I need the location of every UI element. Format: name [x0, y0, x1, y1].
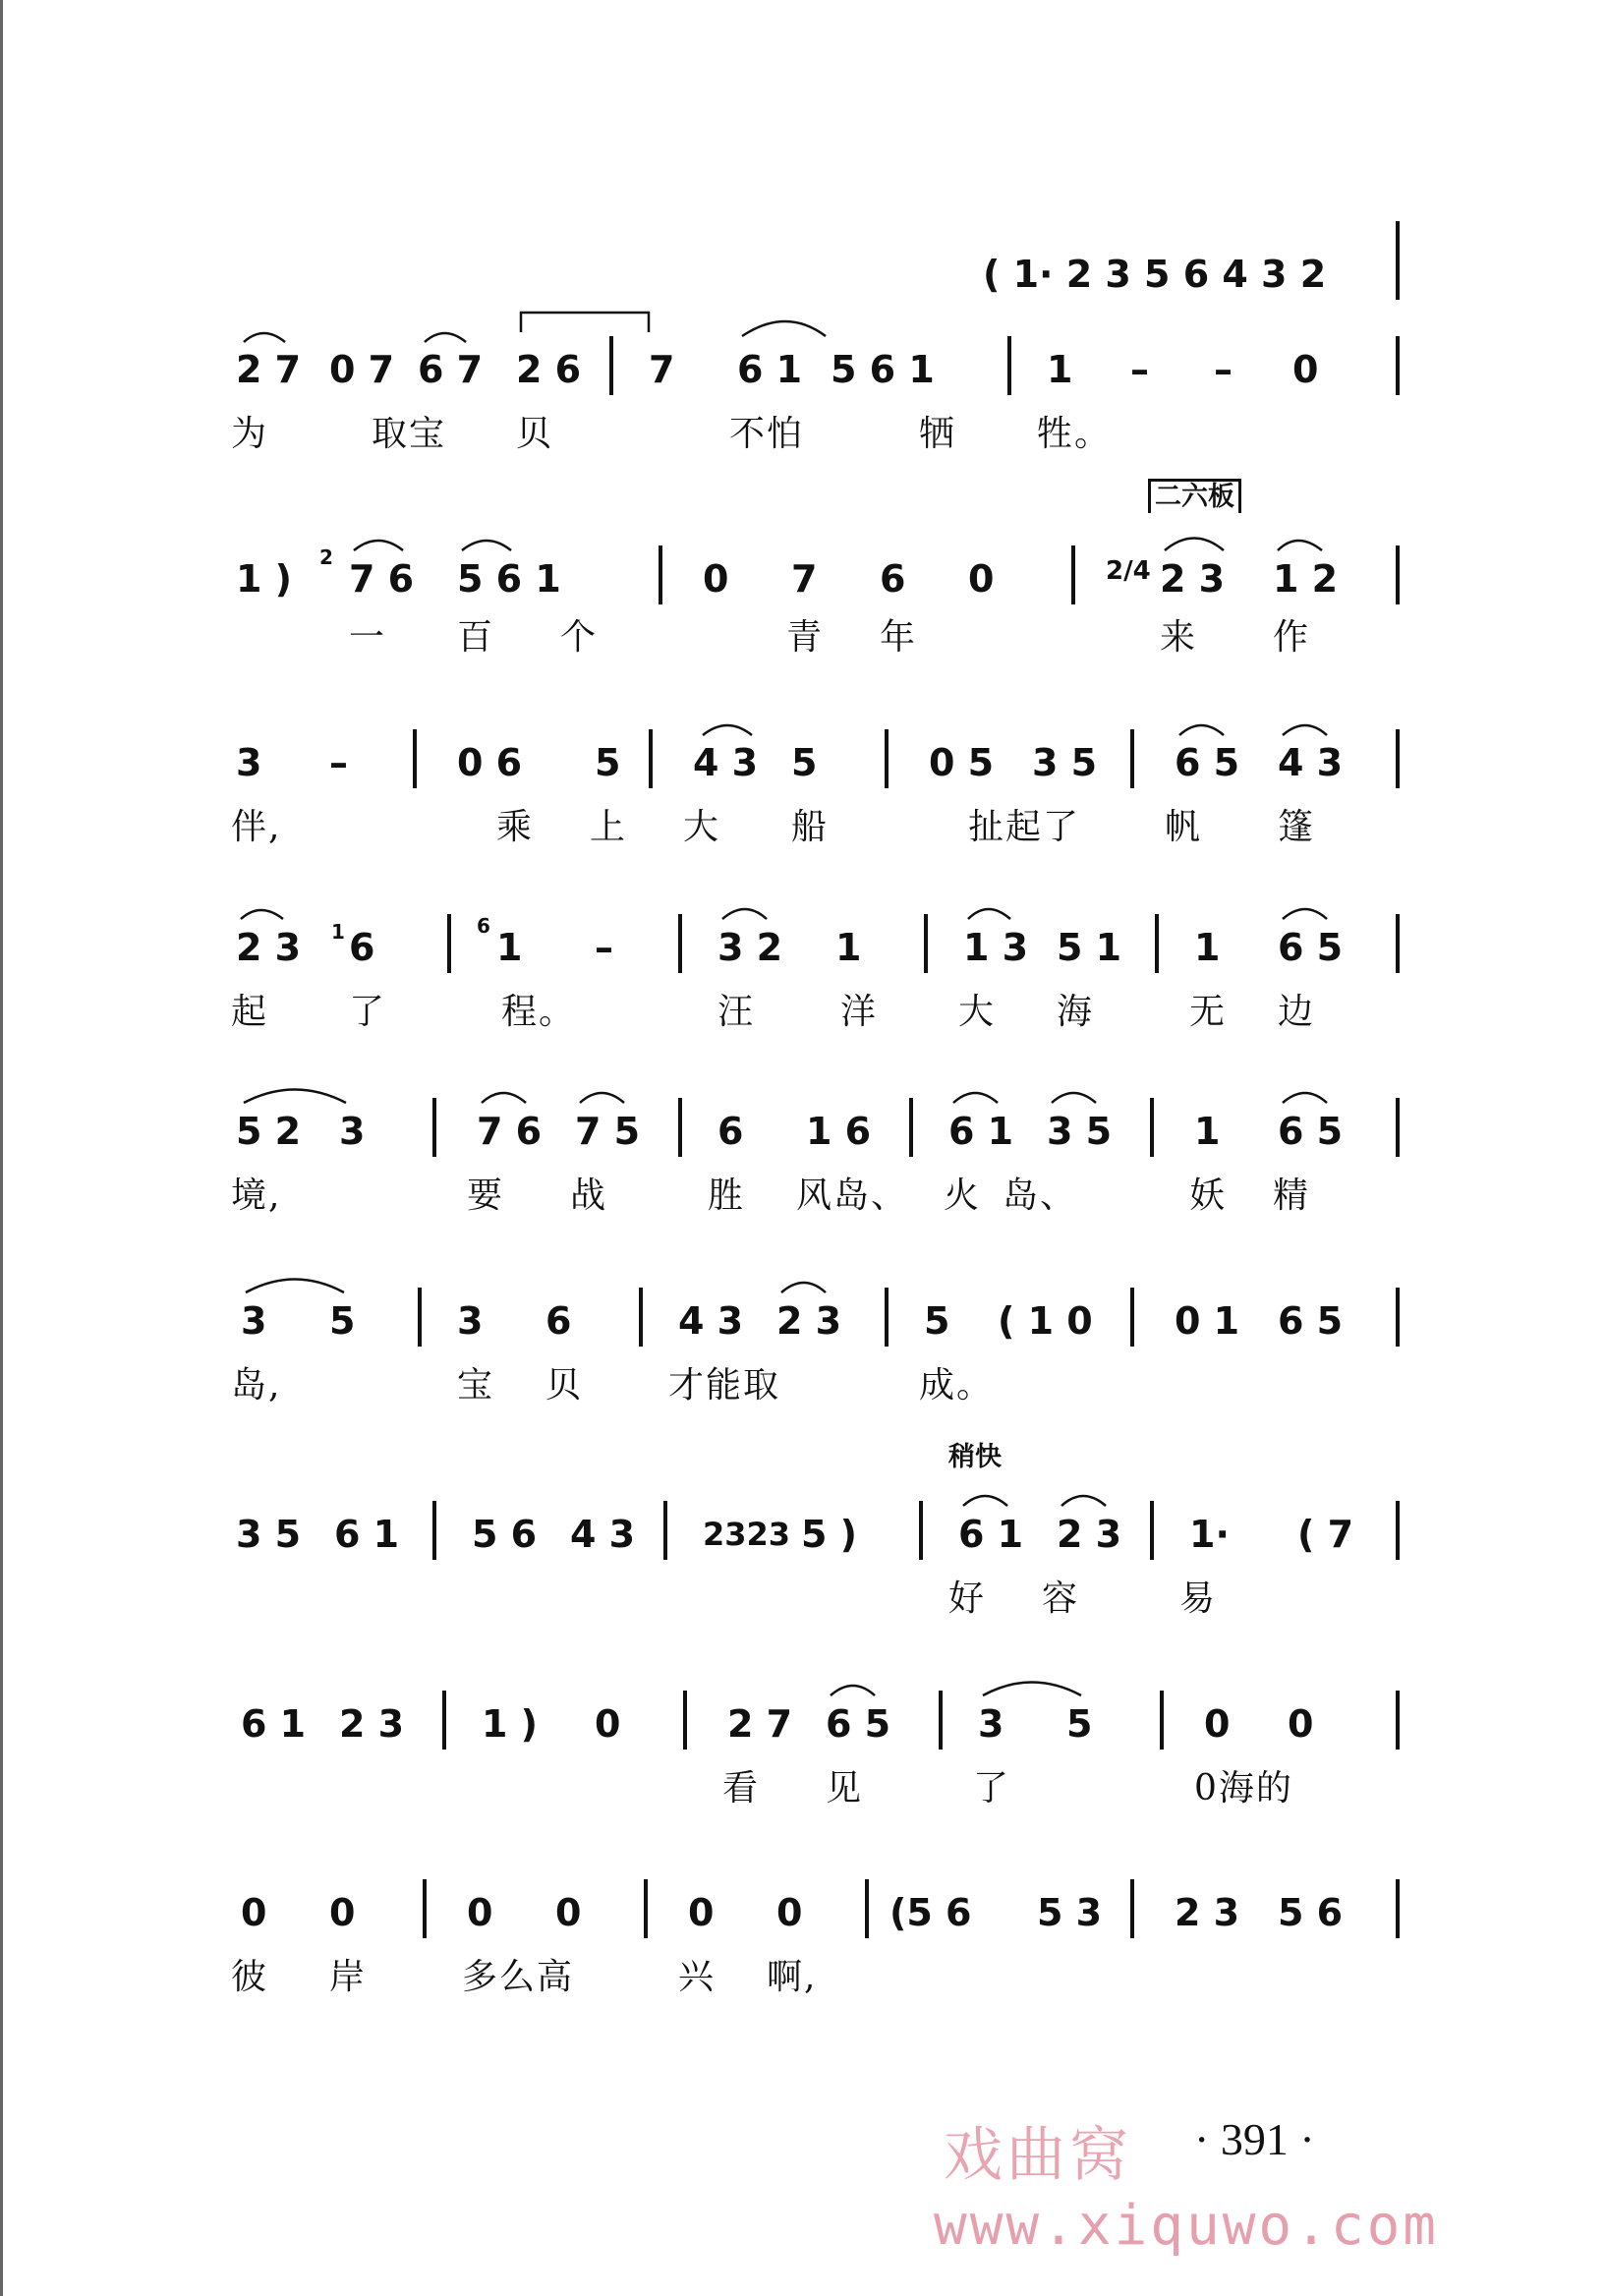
slur	[241, 910, 283, 919]
note-group: 0	[703, 557, 729, 601]
note-group: –	[1214, 348, 1233, 391]
lyric: 汪	[717, 992, 756, 1032]
note-group: 5 3	[1037, 1891, 1103, 1934]
note-group: 2 3	[236, 926, 302, 969]
lyric: 看	[722, 1768, 761, 1808]
lyric: 好	[948, 1578, 987, 1619]
note-group: 5 6 1	[457, 557, 561, 601]
note-group: 2 6	[516, 348, 582, 391]
note-group: 6 5	[1175, 741, 1240, 784]
note-group: 6	[545, 1299, 572, 1343]
note-group: 0	[1292, 348, 1319, 391]
lyric: 来	[1160, 617, 1198, 658]
slur	[246, 1280, 344, 1293]
lyric: 程。	[501, 992, 577, 1032]
barline	[1396, 1098, 1400, 1157]
lyric: 边	[1278, 992, 1316, 1032]
note-group: 6 1	[334, 1513, 400, 1556]
note-group: 1	[1047, 348, 1073, 391]
slur	[1278, 541, 1322, 550]
note-group: 0	[595, 1702, 621, 1746]
lyric: 啊,	[767, 1957, 818, 1997]
note-group: ( 7	[1297, 1513, 1354, 1556]
barline	[924, 914, 928, 973]
lyric: 不怕	[729, 414, 805, 454]
slur	[462, 541, 511, 550]
note-group: 1 3	[963, 926, 1029, 969]
note-group: 0 1	[1175, 1299, 1240, 1343]
note-group: 6 5	[1278, 926, 1344, 969]
lyric: 为	[231, 414, 269, 454]
note-group: 6 1	[737, 348, 803, 391]
note-group: 4 3	[693, 741, 759, 784]
barline	[1160, 1691, 1164, 1750]
lyric: 成。	[919, 1365, 995, 1406]
slur	[1061, 1496, 1106, 1506]
lyric: 胜	[708, 1176, 746, 1216]
slur	[521, 313, 649, 332]
barline	[1130, 1879, 1134, 1938]
note-group: 0	[776, 1891, 803, 1934]
slur	[425, 333, 466, 342]
slur	[722, 909, 767, 919]
note-group: 5 2	[236, 1110, 302, 1153]
note-group: 7 6	[349, 557, 415, 601]
lyric: 贝	[516, 414, 554, 454]
barline	[919, 1501, 923, 1560]
note-group: 2 3	[1160, 557, 1226, 601]
note-group: 3 5	[1047, 1110, 1113, 1153]
note-group: 2 3	[776, 1299, 842, 1343]
barline	[678, 914, 682, 973]
barline	[909, 1098, 913, 1157]
slur	[244, 333, 285, 342]
slur	[580, 1093, 624, 1103]
slur	[1283, 725, 1327, 735]
grace-note: 1	[331, 920, 345, 944]
lyric: 贝	[545, 1365, 584, 1406]
slur	[781, 1283, 826, 1292]
note-group: 5	[924, 1299, 950, 1343]
barline	[678, 1098, 682, 1157]
lyric: 大	[683, 807, 721, 847]
note-group: 0	[1288, 1702, 1314, 1746]
note-group: –	[595, 926, 613, 969]
barline	[1396, 545, 1400, 604]
lyric: 伴,	[231, 807, 282, 847]
note-group: 6 7	[418, 348, 484, 391]
grace-note: 2	[319, 545, 333, 569]
note-group: 0 7	[329, 348, 395, 391]
barline	[1007, 336, 1011, 395]
slur	[968, 909, 1010, 919]
slur	[963, 1496, 1007, 1506]
barline	[447, 914, 451, 973]
note-group: ( 1 0	[998, 1299, 1093, 1343]
note-group: 6 5	[1278, 1299, 1344, 1343]
note-group: 6	[349, 926, 375, 969]
lyric: 扯起了	[968, 807, 1081, 847]
note-group: 1	[496, 926, 523, 969]
note-group: 0	[555, 1891, 582, 1934]
lyric: 一	[349, 617, 387, 658]
lyric: 海	[1057, 992, 1095, 1032]
lyric: 才能取	[668, 1365, 781, 1406]
slur	[1179, 725, 1224, 735]
barline	[423, 1879, 427, 1938]
note-group: 6 5	[1278, 1110, 1344, 1153]
note-group: 3	[339, 1110, 366, 1153]
barline	[1155, 914, 1159, 973]
barline	[1130, 1288, 1134, 1347]
page-number: · 391 ·	[1194, 2114, 1315, 2164]
note-group: 0	[241, 1891, 267, 1934]
tempo-mark: 稍快	[948, 1442, 1002, 1472]
note-group: 0	[968, 557, 995, 601]
note-group: 6 1	[958, 1513, 1024, 1556]
barline	[432, 1501, 436, 1560]
slur	[244, 1090, 346, 1104]
barline	[432, 1098, 436, 1157]
barline	[418, 1288, 422, 1347]
lyric: 了	[973, 1768, 1011, 1808]
barline	[1396, 1691, 1400, 1750]
barline	[865, 1879, 869, 1938]
slur	[482, 1093, 526, 1103]
slur	[1165, 539, 1224, 551]
slur	[983, 1683, 1081, 1696]
barline	[885, 1288, 889, 1347]
note-group: –	[1130, 348, 1149, 391]
barline	[663, 1501, 667, 1560]
lyric: 0海的	[1194, 1768, 1293, 1808]
barline	[1396, 221, 1400, 300]
lyric: 个	[560, 617, 599, 658]
lyric: 岛、	[1003, 1176, 1078, 1216]
note-group: 0	[467, 1891, 493, 1934]
barline	[659, 545, 662, 604]
lyric: 年	[880, 617, 918, 658]
barline	[644, 1879, 648, 1938]
note-group: 1	[1194, 1110, 1221, 1153]
lyric: 取宝	[372, 414, 447, 454]
lyric: 上	[590, 807, 628, 847]
note-group: 5 6	[472, 1513, 538, 1556]
lyric: 见	[826, 1768, 864, 1808]
note-group: 6 1	[241, 1702, 307, 1746]
lyric: 火	[944, 1176, 982, 1216]
note-group: 1 2	[1273, 557, 1339, 601]
lyric: 易	[1179, 1578, 1218, 1619]
slur	[742, 321, 826, 336]
note-group: 3 5	[1032, 741, 1098, 784]
note-group: 1 6	[806, 1110, 872, 1153]
lyric: 要	[467, 1176, 505, 1216]
note-group: 3	[236, 741, 262, 784]
barline	[649, 729, 653, 788]
note-group: (5 6	[889, 1891, 972, 1934]
note-group: –	[329, 741, 348, 784]
lyric: 了	[349, 992, 387, 1032]
note-group: 4 3	[570, 1513, 636, 1556]
lyric: 岛,	[231, 1365, 282, 1406]
note-group: 3	[457, 1299, 484, 1343]
note-group: 6 1	[948, 1110, 1014, 1153]
barline	[1396, 336, 1400, 395]
note-group: 0	[688, 1891, 715, 1934]
note-group: 3	[978, 1702, 1004, 1746]
lyric: 岸	[329, 1957, 368, 1997]
note-group: 6	[717, 1110, 744, 1153]
note-group: 3	[241, 1299, 267, 1343]
lyric: 帆	[1165, 807, 1203, 847]
note-group: 3 5	[236, 1513, 302, 1556]
note-group: 5 1	[1057, 926, 1122, 969]
lyric: 无	[1189, 992, 1228, 1032]
note-group: 2323	[703, 1516, 791, 1553]
lyric: 境,	[231, 1176, 282, 1216]
barline	[683, 1691, 687, 1750]
barline	[609, 336, 613, 395]
note-group: 0	[1204, 1702, 1231, 1746]
note-group: 0	[329, 1891, 356, 1934]
note-group: 1 )	[236, 557, 293, 601]
note-group: ( 1· 2 3 5 6 4 3 2	[983, 253, 1327, 296]
note-group: 1·	[1189, 1513, 1230, 1556]
site-logo-text: 戏曲窝	[944, 2121, 1132, 2190]
lyric: 乘	[496, 807, 535, 847]
note-group: 2 3	[1057, 1513, 1122, 1556]
lyric: 船	[791, 807, 830, 847]
note-group: 2 3	[339, 1702, 405, 1746]
note-group: 2 7	[727, 1702, 793, 1746]
note-group: 1	[835, 926, 862, 969]
grace-note: 6	[477, 914, 490, 938]
note-group: 7	[649, 348, 675, 391]
lyric: 精	[1273, 1176, 1311, 1216]
barline	[413, 729, 417, 788]
lyric: 青	[786, 617, 825, 658]
barline	[1396, 1879, 1400, 1938]
note-group: 1	[1194, 926, 1221, 969]
note-group: 5	[1066, 1702, 1093, 1746]
note-group: 3 2	[717, 926, 783, 969]
note-group: 7	[791, 557, 818, 601]
slur	[1052, 1093, 1096, 1103]
slur	[1283, 909, 1327, 919]
barline	[939, 1691, 943, 1750]
lyric: 战	[570, 1176, 608, 1216]
note-group: 2 3	[1175, 1891, 1240, 1934]
slur	[953, 1093, 998, 1103]
barline	[442, 1691, 446, 1750]
lyric: 牺	[919, 414, 957, 454]
note-group: 4 3	[1278, 741, 1344, 784]
barline	[1396, 914, 1400, 973]
lyric: 兴	[678, 1957, 717, 1997]
slur	[354, 541, 403, 550]
barline	[1150, 1098, 1154, 1157]
note-group: 4 3	[678, 1299, 744, 1343]
slur	[703, 725, 752, 735]
time-signature: 2/4	[1106, 556, 1151, 586]
note-group: 5 6	[1278, 1891, 1344, 1934]
note-group: 6 5	[826, 1702, 891, 1746]
note-group: 5 6 1	[831, 348, 935, 391]
note-group: 7 6	[477, 1110, 543, 1153]
barline	[1396, 1288, 1400, 1347]
note-group: 2 7	[236, 348, 302, 391]
barline	[1396, 1501, 1400, 1560]
barline	[1071, 545, 1075, 604]
barline	[1130, 729, 1134, 788]
slur	[1283, 1093, 1327, 1103]
page-left-edge	[0, 0, 3, 2296]
tempo-mark: 二六板	[1148, 479, 1241, 513]
note-group: 1 )	[482, 1702, 539, 1746]
lyric: 容	[1042, 1578, 1080, 1619]
note-group: 6	[880, 557, 906, 601]
lyric: 风岛、	[796, 1176, 909, 1216]
note-group: 0 5	[929, 741, 995, 784]
barline	[1150, 1501, 1154, 1560]
lyric: 作	[1273, 617, 1311, 658]
lyric: 起	[231, 992, 269, 1032]
lyric: 宝	[457, 1365, 495, 1406]
note-group: 5 )	[801, 1513, 858, 1556]
lyric: 洋	[840, 992, 879, 1032]
barline	[885, 729, 889, 788]
note-group: 5	[791, 741, 818, 784]
lyric: 牲。	[1037, 414, 1113, 454]
site-url-watermark: www.xiquwo.com	[934, 2194, 1440, 2258]
barline	[1396, 729, 1400, 788]
lyric: 百	[457, 617, 495, 658]
note-group: 7 5	[575, 1110, 641, 1153]
note-group: 5	[595, 741, 621, 784]
slur	[831, 1686, 875, 1695]
lyric: 篷	[1278, 807, 1316, 847]
lyric: 彼	[231, 1957, 269, 1997]
lyric: 妖	[1189, 1176, 1228, 1216]
barline	[639, 1288, 643, 1347]
note-group: 0 6	[457, 741, 523, 784]
lyric: 大	[958, 992, 997, 1032]
lyric: 多么高	[462, 1957, 575, 1997]
note-group: 5	[329, 1299, 356, 1343]
